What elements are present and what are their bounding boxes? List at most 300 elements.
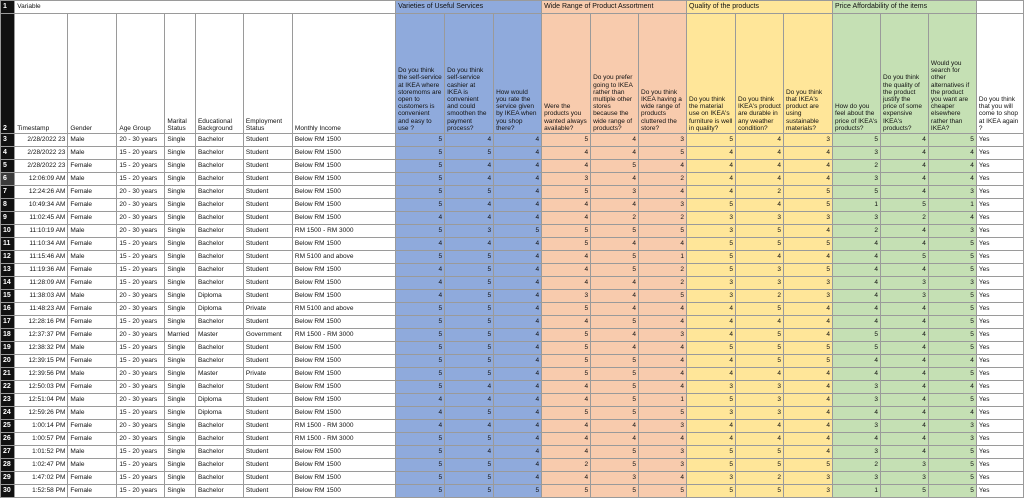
- table-cell[interactable]: Single: [165, 472, 196, 485]
- table-cell[interactable]: Bachelor: [195, 160, 243, 173]
- table-cell[interactable]: Below RM 1500: [292, 290, 395, 303]
- table-cell[interactable]: Student: [243, 147, 292, 160]
- table-cell[interactable]: 15 - 20 years: [117, 251, 165, 264]
- table-cell[interactable]: 5: [832, 134, 880, 147]
- table-cell[interactable]: 4: [494, 381, 542, 394]
- table-cell[interactable]: 3: [639, 134, 687, 147]
- table-cell[interactable]: 4: [832, 433, 880, 446]
- table-cell[interactable]: 5: [445, 407, 494, 420]
- table-cell[interactable]: 4: [783, 368, 832, 381]
- table-cell[interactable]: 15 - 20 years: [117, 238, 165, 251]
- table-cell[interactable]: Master: [195, 329, 243, 342]
- table-cell[interactable]: 4: [783, 147, 832, 160]
- table-cell[interactable]: 4: [494, 186, 542, 199]
- table-cell[interactable]: Below RM 1500: [292, 160, 395, 173]
- table-cell[interactable]: Yes: [976, 212, 1023, 225]
- table-cell[interactable]: Private: [243, 368, 292, 381]
- table-cell[interactable]: 5: [928, 316, 976, 329]
- table-cell[interactable]: 5: [928, 134, 976, 147]
- table-cell[interactable]: 4: [639, 368, 687, 381]
- table-cell[interactable]: 5: [445, 355, 494, 368]
- column-header-cell[interactable]: How do you feel about the price of IKEA's products?: [832, 14, 880, 134]
- table-cell[interactable]: Bachelor: [195, 264, 243, 277]
- row-number[interactable]: 13: [1, 264, 15, 277]
- table-cell[interactable]: 4: [736, 251, 784, 264]
- table-cell[interactable]: 5: [445, 342, 494, 355]
- table-cell[interactable]: 2/28/2022 23: [15, 134, 68, 147]
- table-cell[interactable]: 4: [494, 407, 542, 420]
- row-number[interactable]: 15: [1, 290, 15, 303]
- table-cell[interactable]: Below RM 1500: [292, 316, 395, 329]
- table-cell[interactable]: Bachelor: [195, 212, 243, 225]
- table-cell[interactable]: 5: [736, 225, 784, 238]
- table-cell[interactable]: 5: [639, 147, 687, 160]
- table-cell[interactable]: 4: [542, 251, 591, 264]
- row-number[interactable]: 20: [1, 355, 15, 368]
- table-cell[interactable]: Student: [243, 433, 292, 446]
- table-cell[interactable]: 2: [736, 186, 784, 199]
- table-cell[interactable]: 1:02:47 PM: [15, 459, 68, 472]
- table-cell[interactable]: Yes: [976, 277, 1023, 290]
- table-cell[interactable]: Yes: [976, 329, 1023, 342]
- table-cell[interactable]: Yes: [976, 459, 1023, 472]
- table-cell[interactable]: 5: [687, 459, 736, 472]
- table-cell[interactable]: 5: [591, 446, 639, 459]
- table-cell[interactable]: 5: [639, 407, 687, 420]
- table-cell[interactable]: Male: [68, 407, 117, 420]
- table-cell[interactable]: 4: [445, 199, 494, 212]
- table-cell[interactable]: 5: [832, 329, 880, 342]
- table-cell[interactable]: Below RM 1500: [292, 485, 395, 498]
- table-cell[interactable]: 4: [880, 355, 928, 368]
- table-cell[interactable]: Yes: [976, 485, 1023, 498]
- table-cell[interactable]: 4: [687, 368, 736, 381]
- table-cell[interactable]: 4: [542, 472, 591, 485]
- table-cell[interactable]: 5: [687, 485, 736, 498]
- table-cell[interactable]: 5: [591, 368, 639, 381]
- column-header-cell[interactable]: Monthly Income: [292, 14, 395, 134]
- table-cell[interactable]: 1: [832, 199, 880, 212]
- table-cell[interactable]: 20 - 30 years: [117, 225, 165, 238]
- table-cell[interactable]: 4: [928, 355, 976, 368]
- row-number[interactable]: 9: [1, 212, 15, 225]
- table-cell[interactable]: Male: [68, 225, 117, 238]
- table-cell[interactable]: Bachelor: [195, 277, 243, 290]
- table-cell[interactable]: 4: [783, 433, 832, 446]
- table-cell[interactable]: 4: [591, 329, 639, 342]
- column-header-cell[interactable]: Timestamp: [15, 14, 68, 134]
- table-cell[interactable]: 4: [445, 446, 494, 459]
- table-cell[interactable]: Diploma: [195, 394, 243, 407]
- table-cell[interactable]: 4: [542, 264, 591, 277]
- table-cell[interactable]: Female: [68, 160, 117, 173]
- table-cell[interactable]: 5: [783, 342, 832, 355]
- table-cell[interactable]: 4: [494, 290, 542, 303]
- column-header-cell[interactable]: Would you search for other alternatives if the product you want are cheaper elsewhere rather than IKEA?: [928, 14, 976, 134]
- table-cell[interactable]: 4: [591, 173, 639, 186]
- table-cell[interactable]: 5: [396, 342, 445, 355]
- table-cell[interactable]: 4: [591, 433, 639, 446]
- table-cell[interactable]: Student: [243, 212, 292, 225]
- table-cell[interactable]: Male: [68, 134, 117, 147]
- table-cell[interactable]: 4: [880, 381, 928, 394]
- table-cell[interactable]: 11:48:23 AM: [15, 303, 68, 316]
- table-cell[interactable]: 4: [494, 355, 542, 368]
- table-cell[interactable]: 5: [396, 446, 445, 459]
- table-cell[interactable]: 3: [928, 225, 976, 238]
- table-cell[interactable]: 5: [396, 225, 445, 238]
- table-cell[interactable]: 5: [542, 485, 591, 498]
- table-cell[interactable]: 4: [445, 420, 494, 433]
- table-cell[interactable]: Female: [68, 277, 117, 290]
- table-cell[interactable]: 4: [494, 446, 542, 459]
- table-cell[interactable]: 5: [591, 459, 639, 472]
- table-cell[interactable]: Single: [165, 459, 196, 472]
- table-cell[interactable]: 4: [880, 186, 928, 199]
- table-cell[interactable]: Single: [165, 264, 196, 277]
- table-cell[interactable]: Master: [195, 368, 243, 381]
- table-cell[interactable]: 2: [736, 472, 784, 485]
- table-cell[interactable]: 5: [591, 485, 639, 498]
- table-cell[interactable]: 5: [396, 251, 445, 264]
- table-cell[interactable]: 4: [783, 394, 832, 407]
- table-cell[interactable]: Single: [165, 342, 196, 355]
- table-cell[interactable]: 5: [591, 251, 639, 264]
- table-cell[interactable]: 1: [928, 199, 976, 212]
- table-cell[interactable]: 4: [591, 277, 639, 290]
- table-cell[interactable]: 4: [928, 407, 976, 420]
- table-cell[interactable]: 4: [880, 329, 928, 342]
- table-cell[interactable]: 4: [494, 329, 542, 342]
- table-cell[interactable]: 3: [736, 212, 784, 225]
- table-cell[interactable]: 3: [639, 420, 687, 433]
- table-cell[interactable]: 3: [832, 420, 880, 433]
- table-cell[interactable]: Bachelor: [195, 134, 243, 147]
- table-cell[interactable]: Below RM 1500: [292, 355, 395, 368]
- table-cell[interactable]: 4: [445, 134, 494, 147]
- table-cell[interactable]: 5: [687, 199, 736, 212]
- table-cell[interactable]: Student: [243, 225, 292, 238]
- table-cell[interactable]: 4: [736, 147, 784, 160]
- table-cell[interactable]: 3: [736, 407, 784, 420]
- table-cell[interactable]: Bachelor: [195, 173, 243, 186]
- table-cell[interactable]: 12:06:09 AM: [15, 173, 68, 186]
- table-cell[interactable]: 5: [445, 290, 494, 303]
- table-cell[interactable]: 4: [880, 303, 928, 316]
- table-cell[interactable]: 4: [736, 160, 784, 173]
- table-cell[interactable]: 4: [783, 381, 832, 394]
- table-cell[interactable]: Below RM 1500: [292, 342, 395, 355]
- table-cell[interactable]: 4: [494, 342, 542, 355]
- table-cell[interactable]: Below RM 1500: [292, 238, 395, 251]
- table-cell[interactable]: 5: [736, 329, 784, 342]
- table-cell[interactable]: 4: [832, 355, 880, 368]
- table-cell[interactable]: 5: [445, 264, 494, 277]
- table-cell[interactable]: Single: [165, 277, 196, 290]
- table-cell[interactable]: Bachelor: [195, 147, 243, 160]
- table-cell[interactable]: 3: [591, 186, 639, 199]
- table-cell[interactable]: 4: [494, 134, 542, 147]
- table-cell[interactable]: 1:00:14 PM: [15, 420, 68, 433]
- column-header-cell[interactable]: How would you rate the service given by IKEA when you shop there?: [494, 14, 542, 134]
- table-cell[interactable]: 4: [783, 446, 832, 459]
- table-cell[interactable]: 12:39:15 PM: [15, 355, 68, 368]
- table-cell[interactable]: 5: [736, 485, 784, 498]
- table-cell[interactable]: 4: [591, 303, 639, 316]
- table-cell[interactable]: 5: [832, 186, 880, 199]
- table-cell[interactable]: 5: [687, 134, 736, 147]
- table-cell[interactable]: 4: [494, 433, 542, 446]
- table-cell[interactable]: Single: [165, 316, 196, 329]
- row-number[interactable]: 23: [1, 394, 15, 407]
- table-cell[interactable]: Single: [165, 173, 196, 186]
- table-cell[interactable]: 3: [687, 407, 736, 420]
- table-cell[interactable]: Single: [165, 290, 196, 303]
- table-cell[interactable]: 5: [736, 459, 784, 472]
- table-cell[interactable]: Bachelor: [195, 381, 243, 394]
- table-cell[interactable]: Yes: [976, 238, 1023, 251]
- table-cell[interactable]: 4: [832, 303, 880, 316]
- table-cell[interactable]: Student: [243, 420, 292, 433]
- table-cell[interactable]: 4: [494, 472, 542, 485]
- table-cell[interactable]: 3: [591, 472, 639, 485]
- row-number[interactable]: 6: [1, 173, 15, 186]
- table-cell[interactable]: 3: [639, 199, 687, 212]
- row-number[interactable]: 2: [1, 14, 15, 134]
- table-cell[interactable]: 12:38:32 PM: [15, 342, 68, 355]
- table-cell[interactable]: 3: [687, 225, 736, 238]
- table-cell[interactable]: Single: [165, 303, 196, 316]
- table-cell[interactable]: 5: [591, 355, 639, 368]
- table-cell[interactable]: 2: [880, 212, 928, 225]
- table-cell[interactable]: Bachelor: [195, 433, 243, 446]
- table-cell[interactable]: Female: [68, 381, 117, 394]
- table-cell[interactable]: 4: [445, 394, 494, 407]
- table-cell[interactable]: 4: [494, 147, 542, 160]
- table-cell[interactable]: 5: [783, 186, 832, 199]
- table-cell[interactable]: 4: [880, 342, 928, 355]
- table-cell[interactable]: Yes: [976, 199, 1023, 212]
- table-cell[interactable]: 4: [591, 238, 639, 251]
- table-cell[interactable]: 4: [494, 420, 542, 433]
- table-cell[interactable]: Female: [68, 472, 117, 485]
- table-cell[interactable]: Student: [243, 407, 292, 420]
- column-header-cell[interactable]: Do you think the quality of the product justify the price of some expensive IKEA's products?: [880, 14, 928, 134]
- table-cell[interactable]: 5: [591, 225, 639, 238]
- table-cell[interactable]: 4: [542, 160, 591, 173]
- table-cell[interactable]: Bachelor: [195, 186, 243, 199]
- table-cell[interactable]: 2: [832, 225, 880, 238]
- table-cell[interactable]: 2: [736, 290, 784, 303]
- table-cell[interactable]: 3: [832, 394, 880, 407]
- table-cell[interactable]: 3: [832, 173, 880, 186]
- table-cell[interactable]: Below RM 1500: [292, 459, 395, 472]
- table-cell[interactable]: 4: [445, 381, 494, 394]
- table-cell[interactable]: 5: [591, 160, 639, 173]
- table-cell[interactable]: 4: [639, 433, 687, 446]
- table-cell[interactable]: 4: [494, 212, 542, 225]
- column-header-cell[interactable]: Were the products you wanted always available?: [542, 14, 591, 134]
- table-cell[interactable]: 5: [445, 485, 494, 498]
- table-cell[interactable]: 20 - 30 years: [117, 186, 165, 199]
- table-cell[interactable]: Yes: [976, 394, 1023, 407]
- table-cell[interactable]: 15 - 20 years: [117, 459, 165, 472]
- table-cell[interactable]: 4: [445, 173, 494, 186]
- table-cell[interactable]: 3: [783, 277, 832, 290]
- table-cell[interactable]: Single: [165, 147, 196, 160]
- table-cell[interactable]: 20 - 30 years: [117, 199, 165, 212]
- table-cell[interactable]: Student: [243, 381, 292, 394]
- table-cell[interactable]: 5: [928, 394, 976, 407]
- table-cell[interactable]: 4: [880, 147, 928, 160]
- table-cell[interactable]: 5: [445, 251, 494, 264]
- table-cell[interactable]: 5: [880, 199, 928, 212]
- table-cell[interactable]: Male: [68, 342, 117, 355]
- row-number[interactable]: 25: [1, 420, 15, 433]
- table-cell[interactable]: Bachelor: [195, 342, 243, 355]
- table-cell[interactable]: 3: [783, 134, 832, 147]
- table-cell[interactable]: Bachelor: [195, 485, 243, 498]
- table-cell[interactable]: 4: [494, 160, 542, 173]
- table-cell[interactable]: Yes: [976, 446, 1023, 459]
- table-cell[interactable]: Student: [243, 251, 292, 264]
- column-header-cell[interactable]: Employment Status: [243, 14, 292, 134]
- table-cell[interactable]: 1: [639, 394, 687, 407]
- table-cell[interactable]: Female: [68, 238, 117, 251]
- table-cell[interactable]: Single: [165, 199, 196, 212]
- table-cell[interactable]: Male: [68, 173, 117, 186]
- row-number[interactable]: 29: [1, 472, 15, 485]
- row-number[interactable]: 26: [1, 433, 15, 446]
- table-cell[interactable]: 5: [928, 459, 976, 472]
- table-cell[interactable]: 4: [736, 173, 784, 186]
- table-cell[interactable]: 3: [832, 212, 880, 225]
- table-cell[interactable]: 3: [736, 264, 784, 277]
- table-cell[interactable]: 4: [494, 394, 542, 407]
- table-cell[interactable]: 4: [687, 303, 736, 316]
- table-cell[interactable]: 5: [687, 251, 736, 264]
- table-cell[interactable]: 15 - 20 years: [117, 342, 165, 355]
- table-cell[interactable]: 3: [880, 277, 928, 290]
- table-cell[interactable]: RM 1500 - RM 3000: [292, 433, 395, 446]
- table-cell[interactable]: 5: [928, 251, 976, 264]
- table-cell[interactable]: 15 - 20 years: [117, 485, 165, 498]
- table-cell[interactable]: 5: [928, 238, 976, 251]
- table-cell[interactable]: 5: [783, 355, 832, 368]
- table-cell[interactable]: Below RM 1500: [292, 173, 395, 186]
- table-cell[interactable]: 11:02:45 AM: [15, 212, 68, 225]
- table-cell[interactable]: 1:00:57 PM: [15, 433, 68, 446]
- table-cell[interactable]: 2: [639, 173, 687, 186]
- table-cell[interactable]: Government: [243, 329, 292, 342]
- table-cell[interactable]: 4: [687, 420, 736, 433]
- table-cell[interactable]: 5: [928, 368, 976, 381]
- table-cell[interactable]: 5: [542, 342, 591, 355]
- table-cell[interactable]: 4: [880, 420, 928, 433]
- table-cell[interactable]: Student: [243, 316, 292, 329]
- table-cell[interactable]: Single: [165, 485, 196, 498]
- table-cell[interactable]: 4: [494, 238, 542, 251]
- table-cell[interactable]: Below RM 1500: [292, 394, 395, 407]
- table-cell[interactable]: 5: [783, 459, 832, 472]
- table-cell[interactable]: 4: [880, 238, 928, 251]
- table-cell[interactable]: 4: [687, 329, 736, 342]
- table-cell[interactable]: 4: [542, 147, 591, 160]
- table-cell[interactable]: 15 - 20 years: [117, 446, 165, 459]
- table-cell[interactable]: 4: [542, 420, 591, 433]
- table-cell[interactable]: 12:37:37 PM: [15, 329, 68, 342]
- table-cell[interactable]: 3: [736, 394, 784, 407]
- table-cell[interactable]: Male: [68, 394, 117, 407]
- column-header-cell[interactable]: Do you think self-service cashier at IKEA is convenient and could smoothen the payment process?: [445, 14, 494, 134]
- table-cell[interactable]: 2: [832, 459, 880, 472]
- table-cell[interactable]: 5: [832, 342, 880, 355]
- table-cell[interactable]: 3: [542, 173, 591, 186]
- table-cell[interactable]: Bachelor: [195, 238, 243, 251]
- table-cell[interactable]: 15 - 20 years: [117, 472, 165, 485]
- table-cell[interactable]: 4: [494, 459, 542, 472]
- table-cell[interactable]: 4: [736, 433, 784, 446]
- group-header-cell[interactable]: Wide Range of Product Assortment: [542, 1, 687, 14]
- table-cell[interactable]: 4: [783, 329, 832, 342]
- table-cell[interactable]: 2: [832, 160, 880, 173]
- table-cell[interactable]: Bachelor: [195, 420, 243, 433]
- group-header-cell[interactable]: Price Affordability of the items: [832, 1, 976, 14]
- table-cell[interactable]: Single: [165, 394, 196, 407]
- table-cell[interactable]: 5: [928, 446, 976, 459]
- table-cell[interactable]: 3: [687, 277, 736, 290]
- table-cell[interactable]: 4: [639, 303, 687, 316]
- table-cell[interactable]: 3: [639, 329, 687, 342]
- table-cell[interactable]: 5: [542, 303, 591, 316]
- table-cell[interactable]: 5: [880, 251, 928, 264]
- table-cell[interactable]: 5: [396, 316, 445, 329]
- table-cell[interactable]: Single: [165, 368, 196, 381]
- table-cell[interactable]: 20 - 30 years: [117, 303, 165, 316]
- table-cell[interactable]: 4: [928, 160, 976, 173]
- table-cell[interactable]: Male: [68, 446, 117, 459]
- table-cell[interactable]: 5: [542, 134, 591, 147]
- table-cell[interactable]: 4: [687, 433, 736, 446]
- table-cell[interactable]: Student: [243, 459, 292, 472]
- table-cell[interactable]: 4: [542, 199, 591, 212]
- table-cell[interactable]: Diploma: [195, 290, 243, 303]
- row-number[interactable]: 21: [1, 368, 15, 381]
- row-number[interactable]: 24: [1, 407, 15, 420]
- table-cell[interactable]: 5: [494, 485, 542, 498]
- table-cell[interactable]: Single: [165, 433, 196, 446]
- table-cell[interactable]: 3: [687, 381, 736, 394]
- table-cell[interactable]: 4: [687, 147, 736, 160]
- table-cell[interactable]: 4: [880, 394, 928, 407]
- table-cell[interactable]: Student: [243, 485, 292, 498]
- table-cell[interactable]: Single: [165, 160, 196, 173]
- table-cell[interactable]: 5: [396, 459, 445, 472]
- table-cell[interactable]: 5: [591, 316, 639, 329]
- table-cell[interactable]: 4: [639, 238, 687, 251]
- table-cell[interactable]: Student: [243, 277, 292, 290]
- column-header-cell[interactable]: Do you think that you will come to shop at IKEA again ?: [976, 14, 1023, 134]
- table-cell[interactable]: Yes: [976, 368, 1023, 381]
- table-cell[interactable]: 3: [783, 290, 832, 303]
- table-cell[interactable]: 15 - 20 years: [117, 264, 165, 277]
- table-cell[interactable]: Below RM 1500: [292, 368, 395, 381]
- table-cell[interactable]: 5: [591, 394, 639, 407]
- row-number[interactable]: 1: [1, 1, 15, 14]
- table-cell[interactable]: RM 5100 and above: [292, 303, 395, 316]
- table-cell[interactable]: Student: [243, 264, 292, 277]
- table-cell[interactable]: 4: [445, 160, 494, 173]
